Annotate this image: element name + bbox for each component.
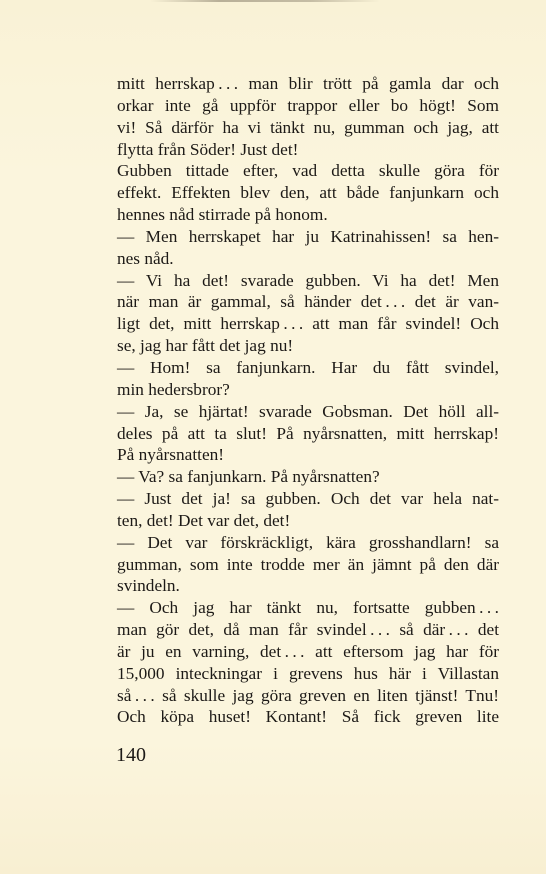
text-line: svindeln.: [117, 576, 180, 596]
text-line: — Det var förskräckligt, kära grosshandlarn! sa: [117, 532, 499, 552]
body-text: [117, 73, 499, 728]
text-line: se, jag har fått det jag nu!: [117, 336, 294, 356]
text-line: gumman, som inte trodde mer än jämnt på den där: [117, 554, 499, 574]
text-line: flytta från Söder! Just det!: [117, 139, 299, 159]
text-line: Och köpa huset! Kontant! Så fick greven lite: [117, 707, 499, 727]
text-line: På nyårsnatten!: [117, 445, 225, 465]
text-line: — Hom! sa fanjunkarn. Har du fått svindel,: [117, 357, 499, 377]
text-line: ligt det, mitt herrskap . . . att man får svindel! Och: [117, 314, 499, 334]
text-line: orkar inte gå uppför trappor eller bo högt! Som: [117, 95, 499, 115]
text-line: vi! Så därför ha vi tänkt nu, gumman och jag, att: [117, 117, 499, 137]
text-line: mitt herrskap . . . man blir trött på gamla dar och: [117, 74, 499, 93]
text-line: Gubben tittade efter, vad detta skulle göra för: [117, 161, 499, 181]
text-line: så . . . så skulle jag göra greven en liten tjänst! Tnu!: [117, 685, 499, 705]
text-line: min hedersbror?: [117, 379, 230, 399]
text-line: ten, det! Det var det, det!: [117, 510, 291, 530]
text-line: när man är gammal, så händer det . . . det är van-: [117, 292, 499, 312]
text-line: nes nåd.: [117, 248, 174, 268]
text-line: är ju en varning, det . . . att eftersom jag har för: [117, 641, 499, 661]
text-line: deles på att ta slut! På nyårsnatten, mitt herrskap!: [117, 423, 499, 443]
text-line: — Va? sa fanjunkarn. På nyårsnatten?: [117, 467, 380, 487]
top-edge-rule: [150, 0, 380, 2]
text-line: 15,000 inteckningar i grevens hus här i Villastan: [117, 663, 499, 683]
text-line: — Vi ha det! svarade gubben. Vi ha det! Men: [117, 270, 499, 290]
text-line: — Just det ja! sa gubben. Och det var hela nat-: [117, 489, 499, 509]
text-line: hennes nåd stirrade på honom.: [117, 205, 328, 225]
text-line: effekt. Effekten blev den, att både fanjunkarn och: [117, 183, 499, 203]
page-number: 140: [116, 744, 146, 766]
text-line: — Men herrskapet har ju Katrinahissen! sa hen-: [117, 226, 499, 246]
text-line: — Och jag har tänkt nu, fortsatte gubben . . .: [117, 598, 499, 618]
text-line: — Ja, se hjärtat! svarade Gobsman. Det höll all-: [117, 401, 499, 421]
text-line: man gör det, då man får svindel . . . så där . . . det: [117, 620, 499, 640]
